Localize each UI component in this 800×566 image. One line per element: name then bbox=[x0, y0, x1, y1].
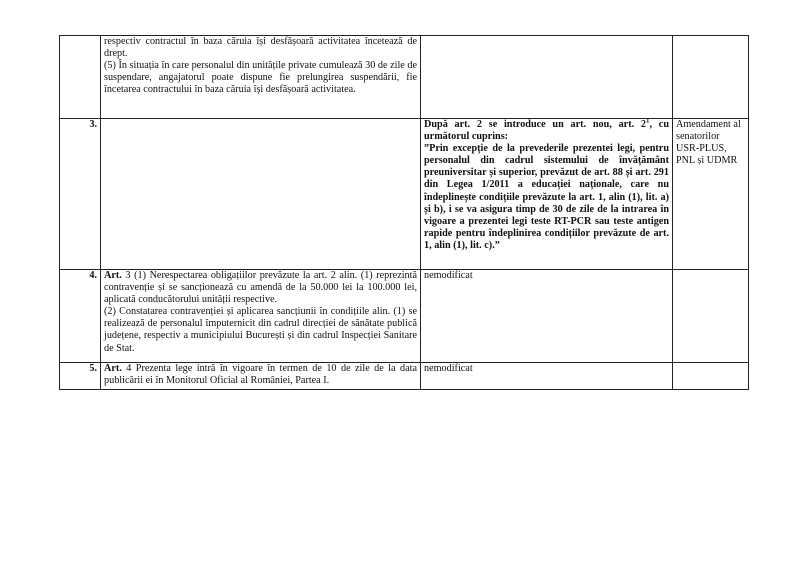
senate-text-cell bbox=[421, 119, 673, 270]
senate-text-cell: nemodificat bbox=[421, 363, 673, 390]
law-text-cell bbox=[101, 36, 421, 119]
law-paragraph bbox=[104, 270, 417, 306]
amendment-quote: ”Prin excepție de la prevederile prezentei legi, pentru personalul din cadrul sistemului de învățământ preuniversitar și superior, prevăzut de art. 88 și art. 291 din Legea 1/2011 a educației naționale, care nu îndeplinește condițiile prevăzute la art. 1, alin (1), lit. a) și b), i se va asigura timp de 30 de zile de la intrarea în vigoare a prezentei legi teste RT-PCR sau teste antigen rapide pentru îndeplinirea condițiilor prevăzute de art. 1, alin (1), lit. c).” bbox=[424, 143, 669, 251]
row-number-cell bbox=[60, 36, 101, 119]
law-text-cell bbox=[101, 270, 421, 363]
amendment-intro bbox=[424, 119, 669, 143]
amendment-intro-tail: , cu următorul cuprins: bbox=[424, 119, 669, 143]
article-label: Art. bbox=[104, 270, 122, 281]
table-row bbox=[60, 36, 749, 119]
row-number-cell: 5. bbox=[60, 363, 101, 390]
article-label: Art. bbox=[104, 363, 122, 374]
row-number-cell: 4. bbox=[60, 270, 101, 363]
law-text-cell bbox=[101, 119, 421, 270]
table-row bbox=[60, 270, 749, 363]
author-cell bbox=[673, 270, 749, 363]
amendment-intro-superscript: 1 bbox=[646, 118, 650, 125]
author-cell bbox=[673, 363, 749, 390]
row-number-cell: 3. bbox=[60, 119, 101, 270]
law-paragraph bbox=[104, 363, 417, 387]
law-text-cell bbox=[101, 363, 421, 390]
amendments-table bbox=[59, 35, 749, 390]
table-row bbox=[60, 363, 749, 390]
senate-text-cell: nemodificat bbox=[421, 270, 673, 363]
article-text: 3 (1) Nerespectarea obligațiilor prevăzute la art. 2 alin. (1) reprezintă contravenție și se sancționează cu amendă de la 50.000 lei la 100.000 lei, aplicată conducătorului unității respective. bbox=[104, 270, 417, 306]
law-paragraph: (2) Constatarea contravenției și aplicarea sancțiunii în condițiile alin. (1) se realizează de personalul împuternicit din cadrul direcției de sănătate publică județene, respectiv a municipiului București și din cadrul Inspecției Sanitare de Stat. bbox=[104, 306, 417, 354]
table-row bbox=[60, 119, 749, 270]
law-paragraph: (5) În situația în care personalul din unitățile private cumulează 30 de zile de suspendare, angajatorul poate dispune fie prelungirea suspendării, fie încetarea contractului în baza căruia își desfășoară activitatea. bbox=[104, 60, 417, 96]
author-cell: Amendament al senatorilor USR-PLUS, PNL și UDMR bbox=[673, 119, 749, 270]
senate-text-cell bbox=[421, 36, 673, 119]
law-paragraph: respectiv contractul în baza căruia își desfășoară activitatea încetează de drept. bbox=[104, 36, 417, 60]
author-cell bbox=[673, 36, 749, 119]
amendment-intro-text: După art. 2 se introduce un art. nou, art. 2 bbox=[424, 119, 646, 130]
article-text: 4 Prezenta lege intră în vigoare în termen de 10 de zile de la data publicării ei în Monitorul Oficial al României, Partea I. bbox=[104, 363, 417, 387]
